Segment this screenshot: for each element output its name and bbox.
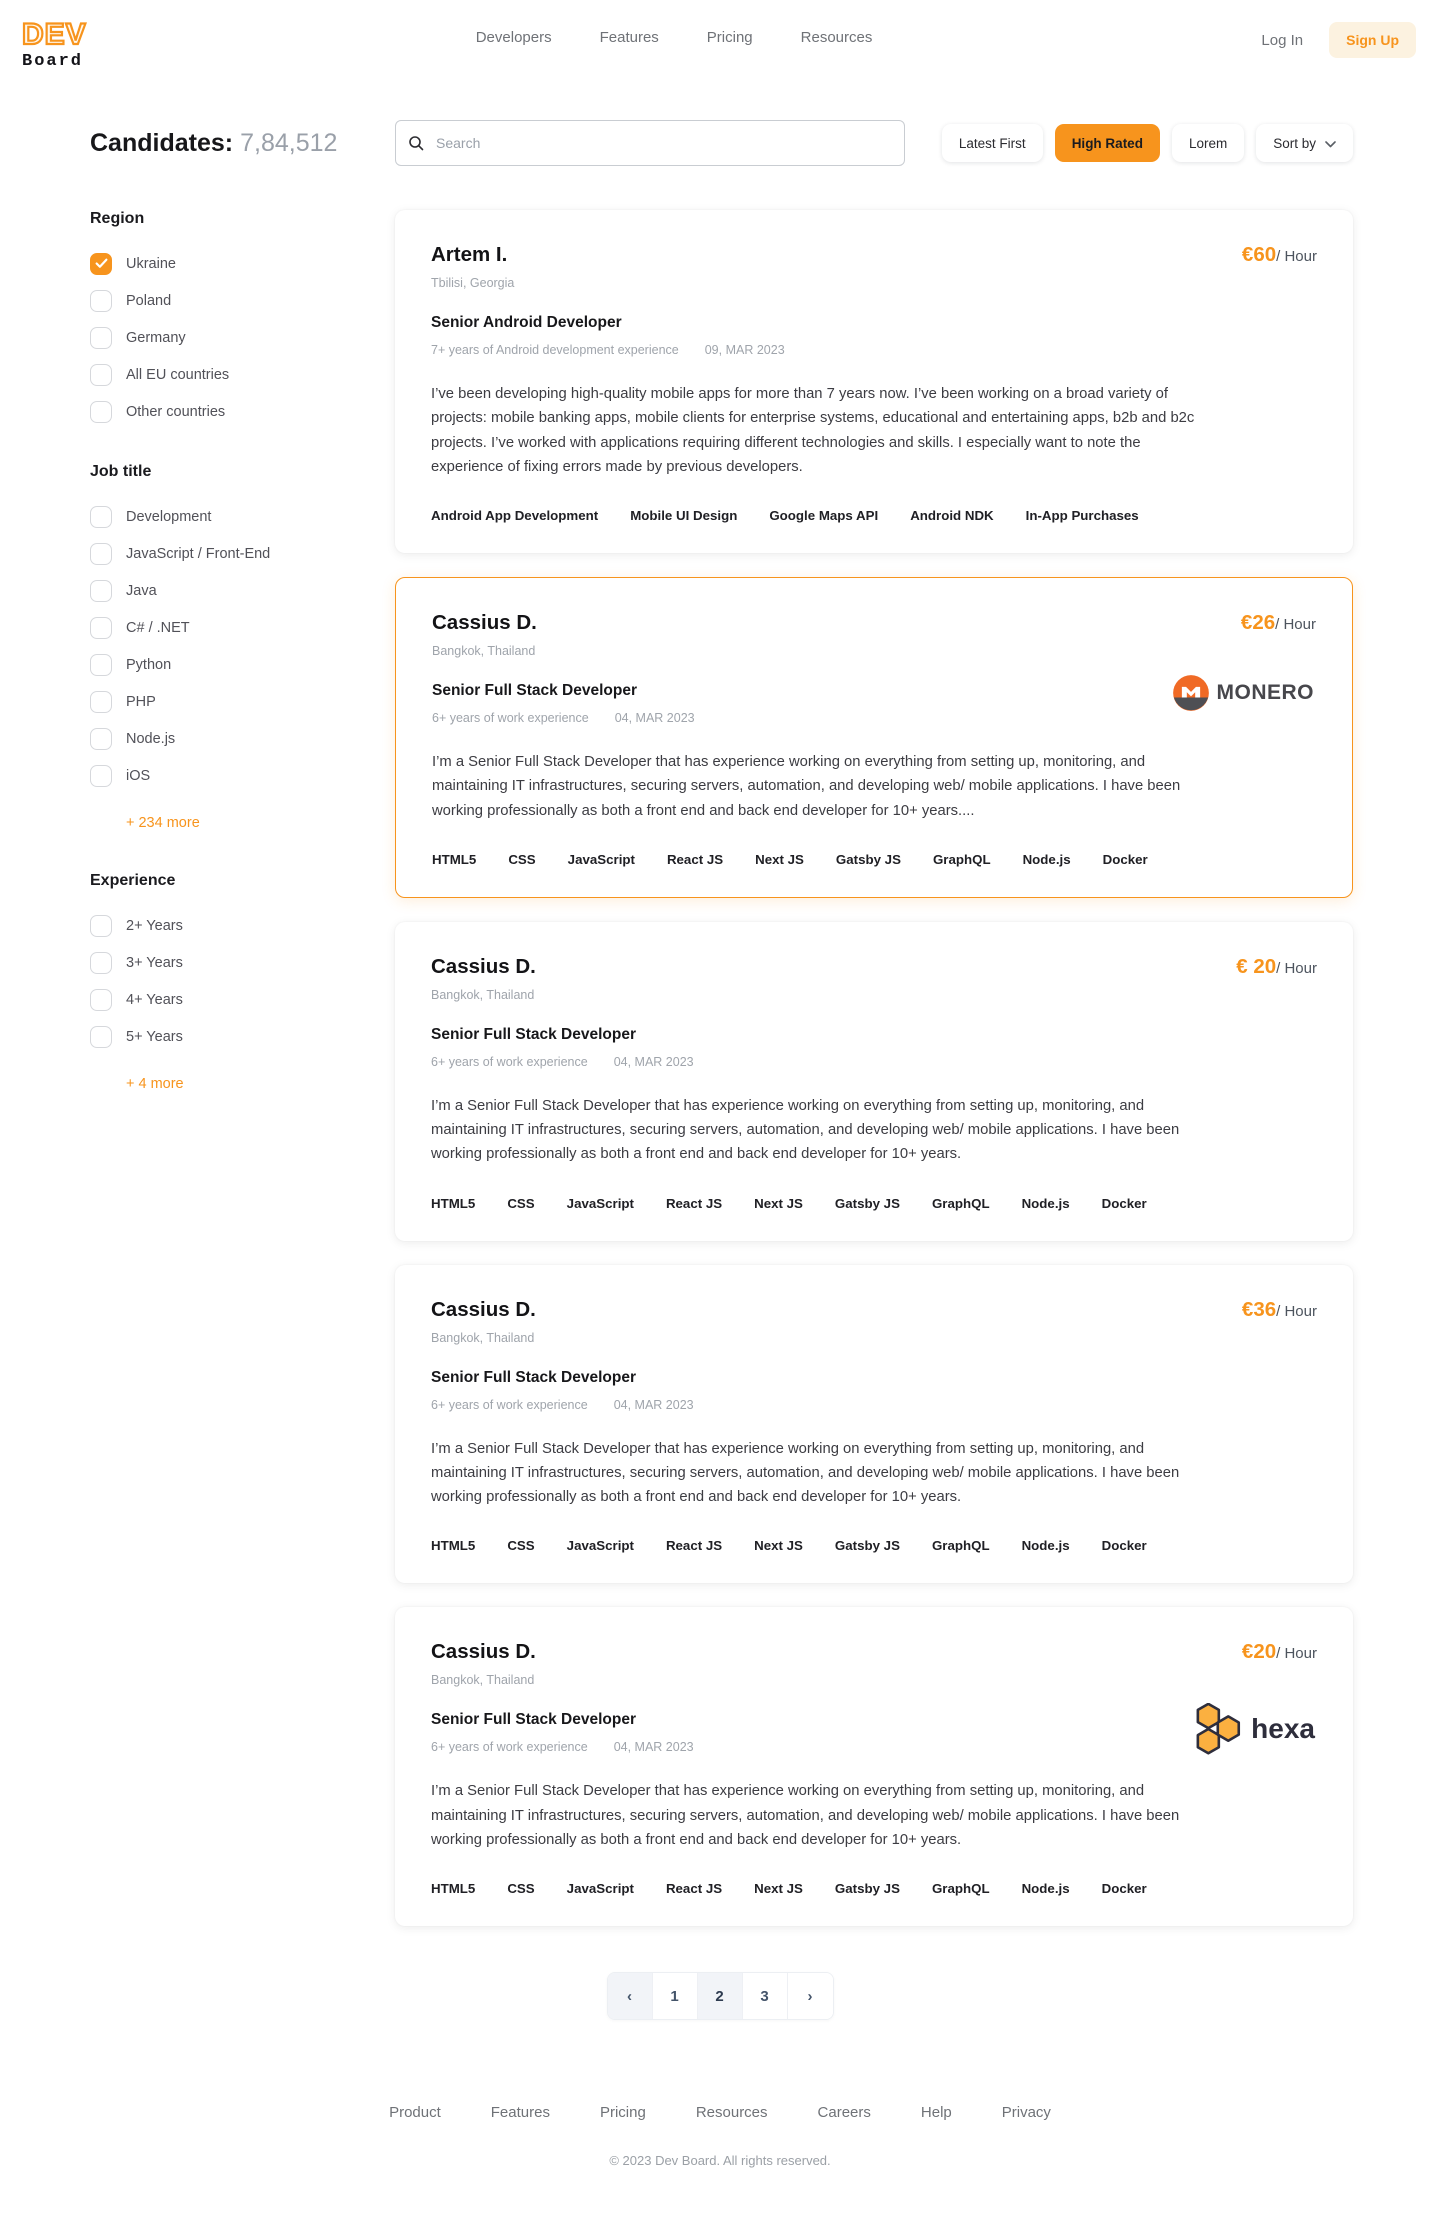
card-top-row [432,611,1316,635]
candidate-experience: 7+ years of Android development experience [431,343,679,357]
checkbox[interactable] [90,401,112,423]
filter-option[interactable] [90,326,395,349]
pagination [0,1972,1440,2020]
candidate-meta [431,1398,1317,1412]
checkbox[interactable] [90,728,112,750]
filter-button[interactable]: Lorem [1172,124,1244,162]
skill-tag: JavaScript [566,1881,634,1897]
candidate-card[interactable] [395,1607,1353,1926]
rate-amount: € 20 [1236,954,1277,978]
skill-tags [431,1196,1317,1211]
monero-icon [1172,674,1210,712]
checkbox[interactable] [90,989,112,1011]
filter-section-title: Region [90,210,145,227]
skill-tag: Next JS [754,1538,803,1554]
candidate-card[interactable] [395,1265,1353,1584]
toolbar-row [0,96,1440,166]
filter-button-group [942,124,1244,162]
candidate-location: Bangkok, Thailand [431,987,535,1002]
skill-tag: Mobile UI Design [630,508,738,524]
filter-option[interactable] [90,505,395,528]
filter-option[interactable] [90,727,395,750]
filter-option[interactable] [90,914,395,937]
rate-amount: €26 [1240,611,1276,635]
pagination-item[interactable]: 2 [698,1973,743,2019]
candidate-name[interactable]: Cassius D. [431,954,536,978]
candidate-experience: 6+ years of work experience [431,1397,588,1412]
candidate-location: Tbilisi, Georgia [431,276,515,290]
filter-option[interactable] [90,764,395,787]
filter-option-list [90,914,395,1048]
filter-section [90,210,395,423]
card-top-row [431,243,1317,267]
footer-link[interactable]: Privacy [1001,2104,1051,2122]
skill-tag: Node.js [1021,1538,1070,1554]
filter-option-label: Other countries [126,403,226,420]
rate-unit: / Hour [1276,1645,1317,1663]
filter-option-label: 5+ Years [126,1028,183,1045]
candidate-date: 04, MAR 2023 [613,1054,694,1069]
card-top-row [431,1298,1317,1322]
filter-option[interactable] [90,579,395,602]
candidates-count: 7,84,512 [240,128,338,157]
candidate-location: Bangkok, Thailand [432,644,536,659]
filter-option-list [90,505,395,787]
filter-button[interactable]: Latest First [942,124,1043,162]
skill-tag: Gatsby JS [834,1881,900,1897]
skill-tag: CSS [507,1881,535,1897]
skill-tag: Node.js [1021,1195,1070,1211]
skill-tag: React JS [665,1195,723,1211]
checkbox[interactable] [90,691,112,713]
search-input[interactable] [395,120,905,166]
filter-option[interactable] [90,690,395,713]
skill-tag: JavaScript [566,1195,634,1211]
checkbox[interactable] [90,327,112,349]
skill-tag: CSS [507,1195,535,1211]
card-top-row [431,1640,1317,1664]
checkbox[interactable] [90,915,112,937]
filter-section-title: Experience [90,872,176,889]
filter-option-label: JavaScript / Front-End [126,545,271,562]
nav-item[interactable]: Developers [475,29,552,46]
skill-tag: Node.js [1022,851,1071,867]
candidate-experience: 6+ years of work experience [431,1740,588,1755]
page-title [90,129,395,158]
skill-tag: CSS [507,1538,535,1554]
filter-option[interactable] [90,653,395,676]
skill-tag: GraphQL [931,1195,990,1211]
checkbox[interactable] [90,506,112,528]
brand-logo-dev: DEV [22,18,87,51]
pagination-item[interactable]: › [788,1973,833,2019]
skill-tag: React JS [665,1538,723,1554]
candidate-date: 04, MAR 2023 [613,1740,694,1755]
filter-option[interactable] [90,988,395,1011]
filter-option-label: All EU countries [126,366,230,383]
skill-tags [431,508,1317,523]
candidate-date: 04, MAR 2023 [613,1397,694,1412]
skill-tag: Gatsby JS [835,851,901,867]
nav-item[interactable]: Resources [800,29,873,46]
footer-link[interactable]: Help [920,2104,952,2122]
skill-tags [431,1881,1317,1896]
page-footer [0,2104,1440,2196]
candidate-job-title: Senior Full Stack Developer [431,1711,637,1729]
candidate-card[interactable] [395,577,1353,898]
copyright: © 2023 Dev Board. All rights reserved. [609,2153,831,2169]
candidate-description: I’m a Senior Full Stack Developer that has experience working on everything from setting up, monitoring, and maintaining IT infrastructures, securing servers, automation, and developing web/ mobile applications. I have been working professionally as both a front end and back end developer for 10+ years. [431,1440,1180,1506]
filter-option[interactable] [90,363,395,386]
sort-filter-buttons [942,124,1353,162]
skill-tag: GraphQL [931,1538,990,1554]
candidate-meta [431,343,1317,357]
filter-section-title: Job title [90,463,152,480]
skill-tag: CSS [508,851,536,867]
main-nav [87,29,1262,46]
footer-link[interactable]: Pricing [599,2104,646,2122]
show-more-link[interactable]: + 4 more [126,1076,184,1092]
rate-unit: / Hour [1276,248,1317,265]
checkbox[interactable] [90,364,112,386]
skill-tag: GraphQL [932,851,991,867]
filter-option-label: Ukraine [126,255,176,272]
filter-option-label: Java [126,582,157,599]
checkbox[interactable] [90,952,112,974]
candidate-card[interactable] [395,210,1353,553]
login-link[interactable]: Log In [1261,31,1304,49]
filter-option-list [90,252,395,423]
candidate-meta [431,1055,1317,1069]
candidate-rate [1242,1640,1317,1664]
rate-amount: €36 [1241,1297,1277,1321]
filter-option-label: PHP [126,693,156,710]
skill-tags [431,1538,1317,1553]
pagination-item[interactable]: ‹ [608,1973,653,2019]
skill-tag: Gatsby JS [834,1538,900,1554]
checkbox[interactable] [90,253,112,275]
candidate-location: Bangkok, Thailand [431,1330,535,1345]
pagination-item[interactable]: 3 [743,1973,788,2019]
filter-button[interactable]: High Rated [1055,124,1160,162]
rate-amount: €60 [1241,243,1277,266]
filters-sidebar [90,210,395,1133]
company-logo-monero [1172,674,1315,712]
card-top-row [431,955,1317,979]
checkbox[interactable] [90,543,112,565]
filter-option[interactable] [90,616,395,639]
signup-button[interactable]: Sign Up [1329,22,1416,58]
company-logo-hexa [1191,1703,1315,1755]
filter-option[interactable] [90,400,395,423]
candidate-experience: 6+ years of work experience [431,1054,588,1069]
candidate-job-title: Senior Full Stack Developer [431,1025,637,1043]
skill-tag: Docker [1101,1195,1147,1211]
rate-unit: / Hour [1275,616,1316,634]
chevron-down-icon [1325,136,1336,151]
checkbox[interactable] [90,654,112,676]
skill-tag: Docker [1101,1881,1147,1897]
footer-link[interactable]: Features [490,2104,550,2122]
skill-tag: JavaScript [567,851,635,867]
candidate-rate [1242,1298,1317,1322]
candidate-job-title: Senior Full Stack Developer [432,682,638,700]
main-content [0,166,1440,1926]
hexa-wordmark: hexa [1251,1713,1315,1745]
skill-tag: GraphQL [931,1881,990,1897]
auth-area [1261,22,1416,58]
filter-option-label: C# / .NET [126,619,190,636]
candidates-title: Candidates: [90,128,234,157]
skill-tag: Docker [1101,1538,1147,1554]
candidate-date: 09, MAR 2023 [704,343,785,357]
search-icon [408,135,424,156]
candidate-meta [431,1740,1317,1754]
nav-item[interactable]: Pricing [706,29,753,46]
candidate-rate [1241,611,1316,635]
pagination-group [607,1972,834,2020]
skill-tag: HTML5 [431,1881,476,1897]
checkbox[interactable] [90,765,112,787]
candidate-card[interactable] [395,922,1353,1241]
filter-option-label: 4+ Years [126,991,183,1008]
candidate-list [395,210,1353,1926]
candidate-rate [1236,955,1317,979]
footer-link[interactable]: Careers [817,2104,871,2122]
skill-tag: Android NDK [910,508,994,524]
filter-option[interactable] [90,542,395,565]
candidate-meta [432,711,1316,725]
footer-link[interactable]: Resources [695,2104,768,2122]
skill-tag: Next JS [755,851,804,867]
candidate-name[interactable]: Cassius D. [431,1297,536,1321]
filter-option-label: Germany [126,329,186,346]
filter-option-label: Node.js [126,730,176,747]
skill-tags [432,852,1316,867]
candidate-location: Bangkok, Thailand [431,1673,535,1688]
filter-section [90,463,395,832]
rate-amount: €20 [1241,1640,1277,1664]
skill-tag: Gatsby JS [834,1195,900,1211]
skill-tag: Node.js [1021,1881,1070,1897]
filter-option[interactable] [90,289,395,312]
monero-wordmark: MONERO [1216,681,1314,705]
candidate-description: I’m a Senior Full Stack Developer that has experience working on everything from setting up, monitoring, and maintaining IT infrastructures, securing servers, automation, and developing web/ mobile applications. I have been working professionally as both a front end and back end developer for 10+ years. [431,1783,1180,1848]
sort-by-label: Sort by [1273,135,1316,151]
skill-tag: Google Maps API [769,508,879,524]
skill-tag: In-App Purchases [1025,508,1139,524]
filter-option-label: Poland [126,292,172,309]
skill-tag: HTML5 [431,1195,476,1211]
candidate-job-title: Senior Android Developer [431,314,622,331]
skill-tag: React JS [666,851,724,867]
brand-logo-board: Board [22,52,84,71]
candidate-description: I’m a Senior Full Stack Developer that has experience working on everything from setting up, monitoring, and maintaining IT infrastructures, securing servers, automation, and developing web/ mobile applications. I have been working professionally as both a front end and back end developer for 10+ years. [431,1097,1180,1163]
candidate-job-title: Senior Full Stack Developer [431,1368,637,1386]
brand-logo[interactable] [22,20,87,70]
skill-tag: Docker [1102,851,1148,867]
checkbox[interactable] [90,290,112,312]
skill-tag: HTML5 [432,851,477,867]
filter-option-label: 3+ Years [126,954,183,971]
pagination-item[interactable]: 1 [653,1973,698,2019]
candidate-rate [1242,243,1317,267]
nav-item[interactable]: Features [599,29,659,46]
candidate-name[interactable]: Cassius D. [432,611,537,635]
hexa-icon [1191,1703,1243,1755]
checkbox[interactable] [90,1026,112,1048]
filter-option-label: iOS [126,767,151,784]
skill-tag: React JS [665,1881,723,1897]
rate-unit: / Hour [1276,959,1317,977]
check-icon [95,258,108,269]
filter-option-label: 2+ Years [126,917,183,934]
filter-option-label: Development [126,508,212,525]
candidate-name[interactable]: Artem I. [431,243,508,266]
candidate-description: I’m a Senior Full Stack Developer that has experience working on everything from setting up, monitoring, and maintaining IT infrastructures, securing servers, automation, and developing web/ mobile applications. I have been working professionally as both a front end and back end developer for 10+ years.... [432,754,1181,819]
sort-by-button[interactable] [1256,124,1353,162]
checkbox[interactable] [90,617,112,639]
candidate-experience: 6+ years of work experience [432,711,589,726]
checkbox[interactable] [90,580,112,602]
footer-links [0,2104,1440,2121]
candidate-description: I’ve been developing high-quality mobile apps for more than 7 years now. I’ve been working on a broad variety of projects: mobile banking apps, mobile clients for enterprise systems, educational and entertaining apps, b2b and b2c projects. I’ve worked with applications requiring different technologies and skills. I especially want to note the experience of fixing errors made by previous developers. [431,386,1195,475]
app-header [0,0,1440,96]
footer-link[interactable]: Product [389,2104,441,2122]
candidate-date: 04, MAR 2023 [614,711,695,726]
filter-option-label: Python [126,656,172,673]
candidate-name[interactable]: Cassius D. [431,1640,536,1664]
skill-tag: HTML5 [431,1538,476,1554]
filter-option[interactable] [90,252,395,275]
search-box [395,120,905,166]
skill-tag: Android App Development [431,508,599,524]
skill-tag: JavaScript [566,1538,634,1554]
skill-tag: Next JS [754,1195,803,1211]
skill-tag: Next JS [754,1881,803,1897]
show-more-link[interactable]: + 234 more [126,815,200,831]
filter-section [90,872,395,1093]
filter-option[interactable] [90,951,395,974]
rate-unit: / Hour [1276,1302,1317,1320]
filter-option[interactable] [90,1025,395,1048]
